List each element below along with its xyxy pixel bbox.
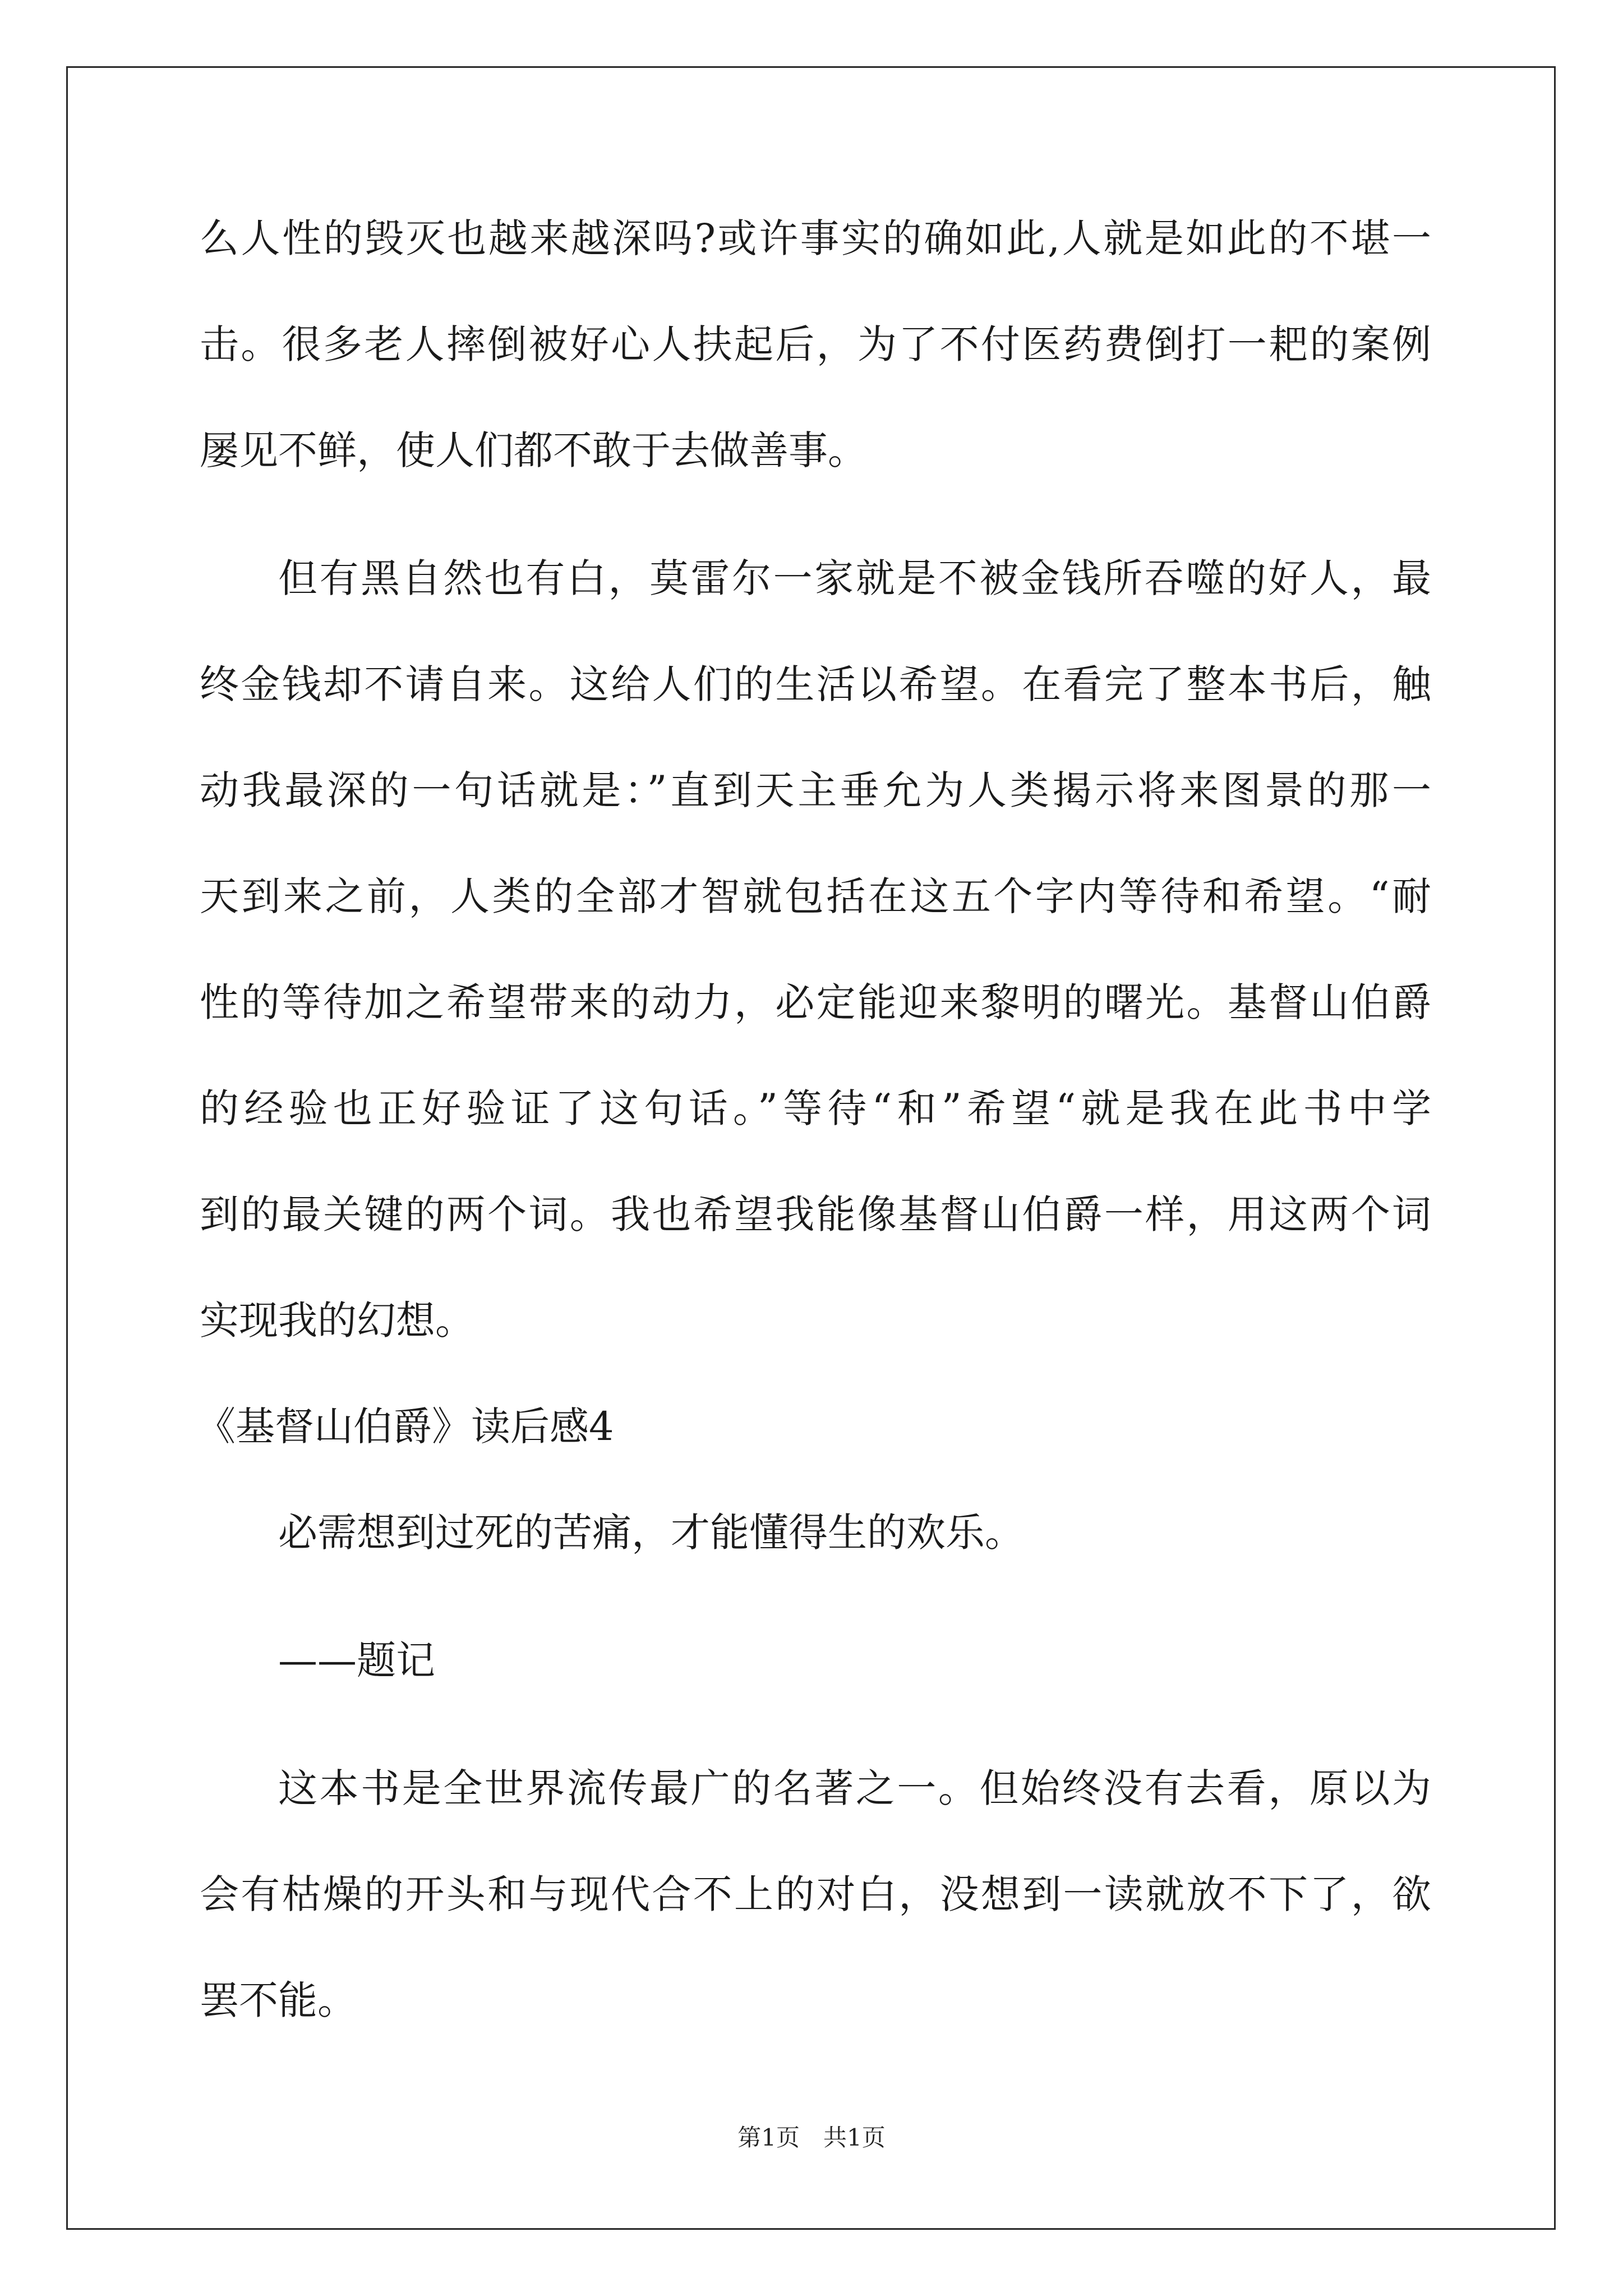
paragraph-line: 天到来之前，人类的全部才智就包括在这五个字内等待和希望。“耐 [200, 873, 1431, 919]
paragraph-3 [200, 1765, 1431, 2023]
paragraph-line: 屡见不鲜，使人们都不敢于去做善事。 [200, 427, 867, 473]
epigraph-quote: 必需想到过死的苦痛，才能懂得生的欢乐。 [278, 1510, 1024, 1556]
paragraph-line: 的经验也正好验证了这句话。”等待“和”希望“就是我在此书中学 [200, 1085, 1431, 1131]
paragraph-line: 动我最深的一句话就是：”直到天主垂允为人类揭示将来图景的那一 [200, 767, 1431, 813]
document-body [196, 215, 1431, 2023]
paragraph-line: 击。很多老人摔倒被好心人扶起后，为了不付医药费倒打一耙的案例 [200, 321, 1431, 367]
paragraph-line: 性的等待加之希望带来的动力，必定能迎来黎明的曙光。基督山伯爵 [200, 979, 1431, 1025]
paragraph-line: 终金钱却不请自来。这给人们的生活以希望。在看完了整本书后，触 [200, 661, 1431, 707]
epigraph-attribution: ——题记 [278, 1637, 435, 1683]
section-heading: 《基督山伯爵》读后感4 [196, 1404, 614, 1450]
page-footer: 第1页 共1页 [737, 2124, 886, 2151]
paragraph-line: 但有黑自然也有白，莫雷尔一家就是不被金钱所吞噬的好人，最 [278, 555, 1431, 601]
paragraph-line: 会有枯燥的开头和与现代合不上的对白，没想到一读就放不下了，欲 [200, 1871, 1431, 1917]
paragraph-2 [200, 555, 1431, 1343]
paragraph-line: 到的最关键的两个词。我也希望我能像基督山伯爵一样，用这两个词 [200, 1191, 1431, 1237]
paragraph-line: 这本书是全世界流传最广的名著之一。但始终没有去看，原以为 [278, 1765, 1431, 1811]
paragraph-1 [200, 215, 1431, 473]
paragraph-line: 么人性的毁灭也越来越深吗?或许事实的确如此,人就是如此的不堪一 [200, 215, 1431, 261]
paragraph-line: 罢不能。 [200, 1977, 357, 2023]
paragraph-line: 实现我的幻想。 [200, 1297, 474, 1343]
